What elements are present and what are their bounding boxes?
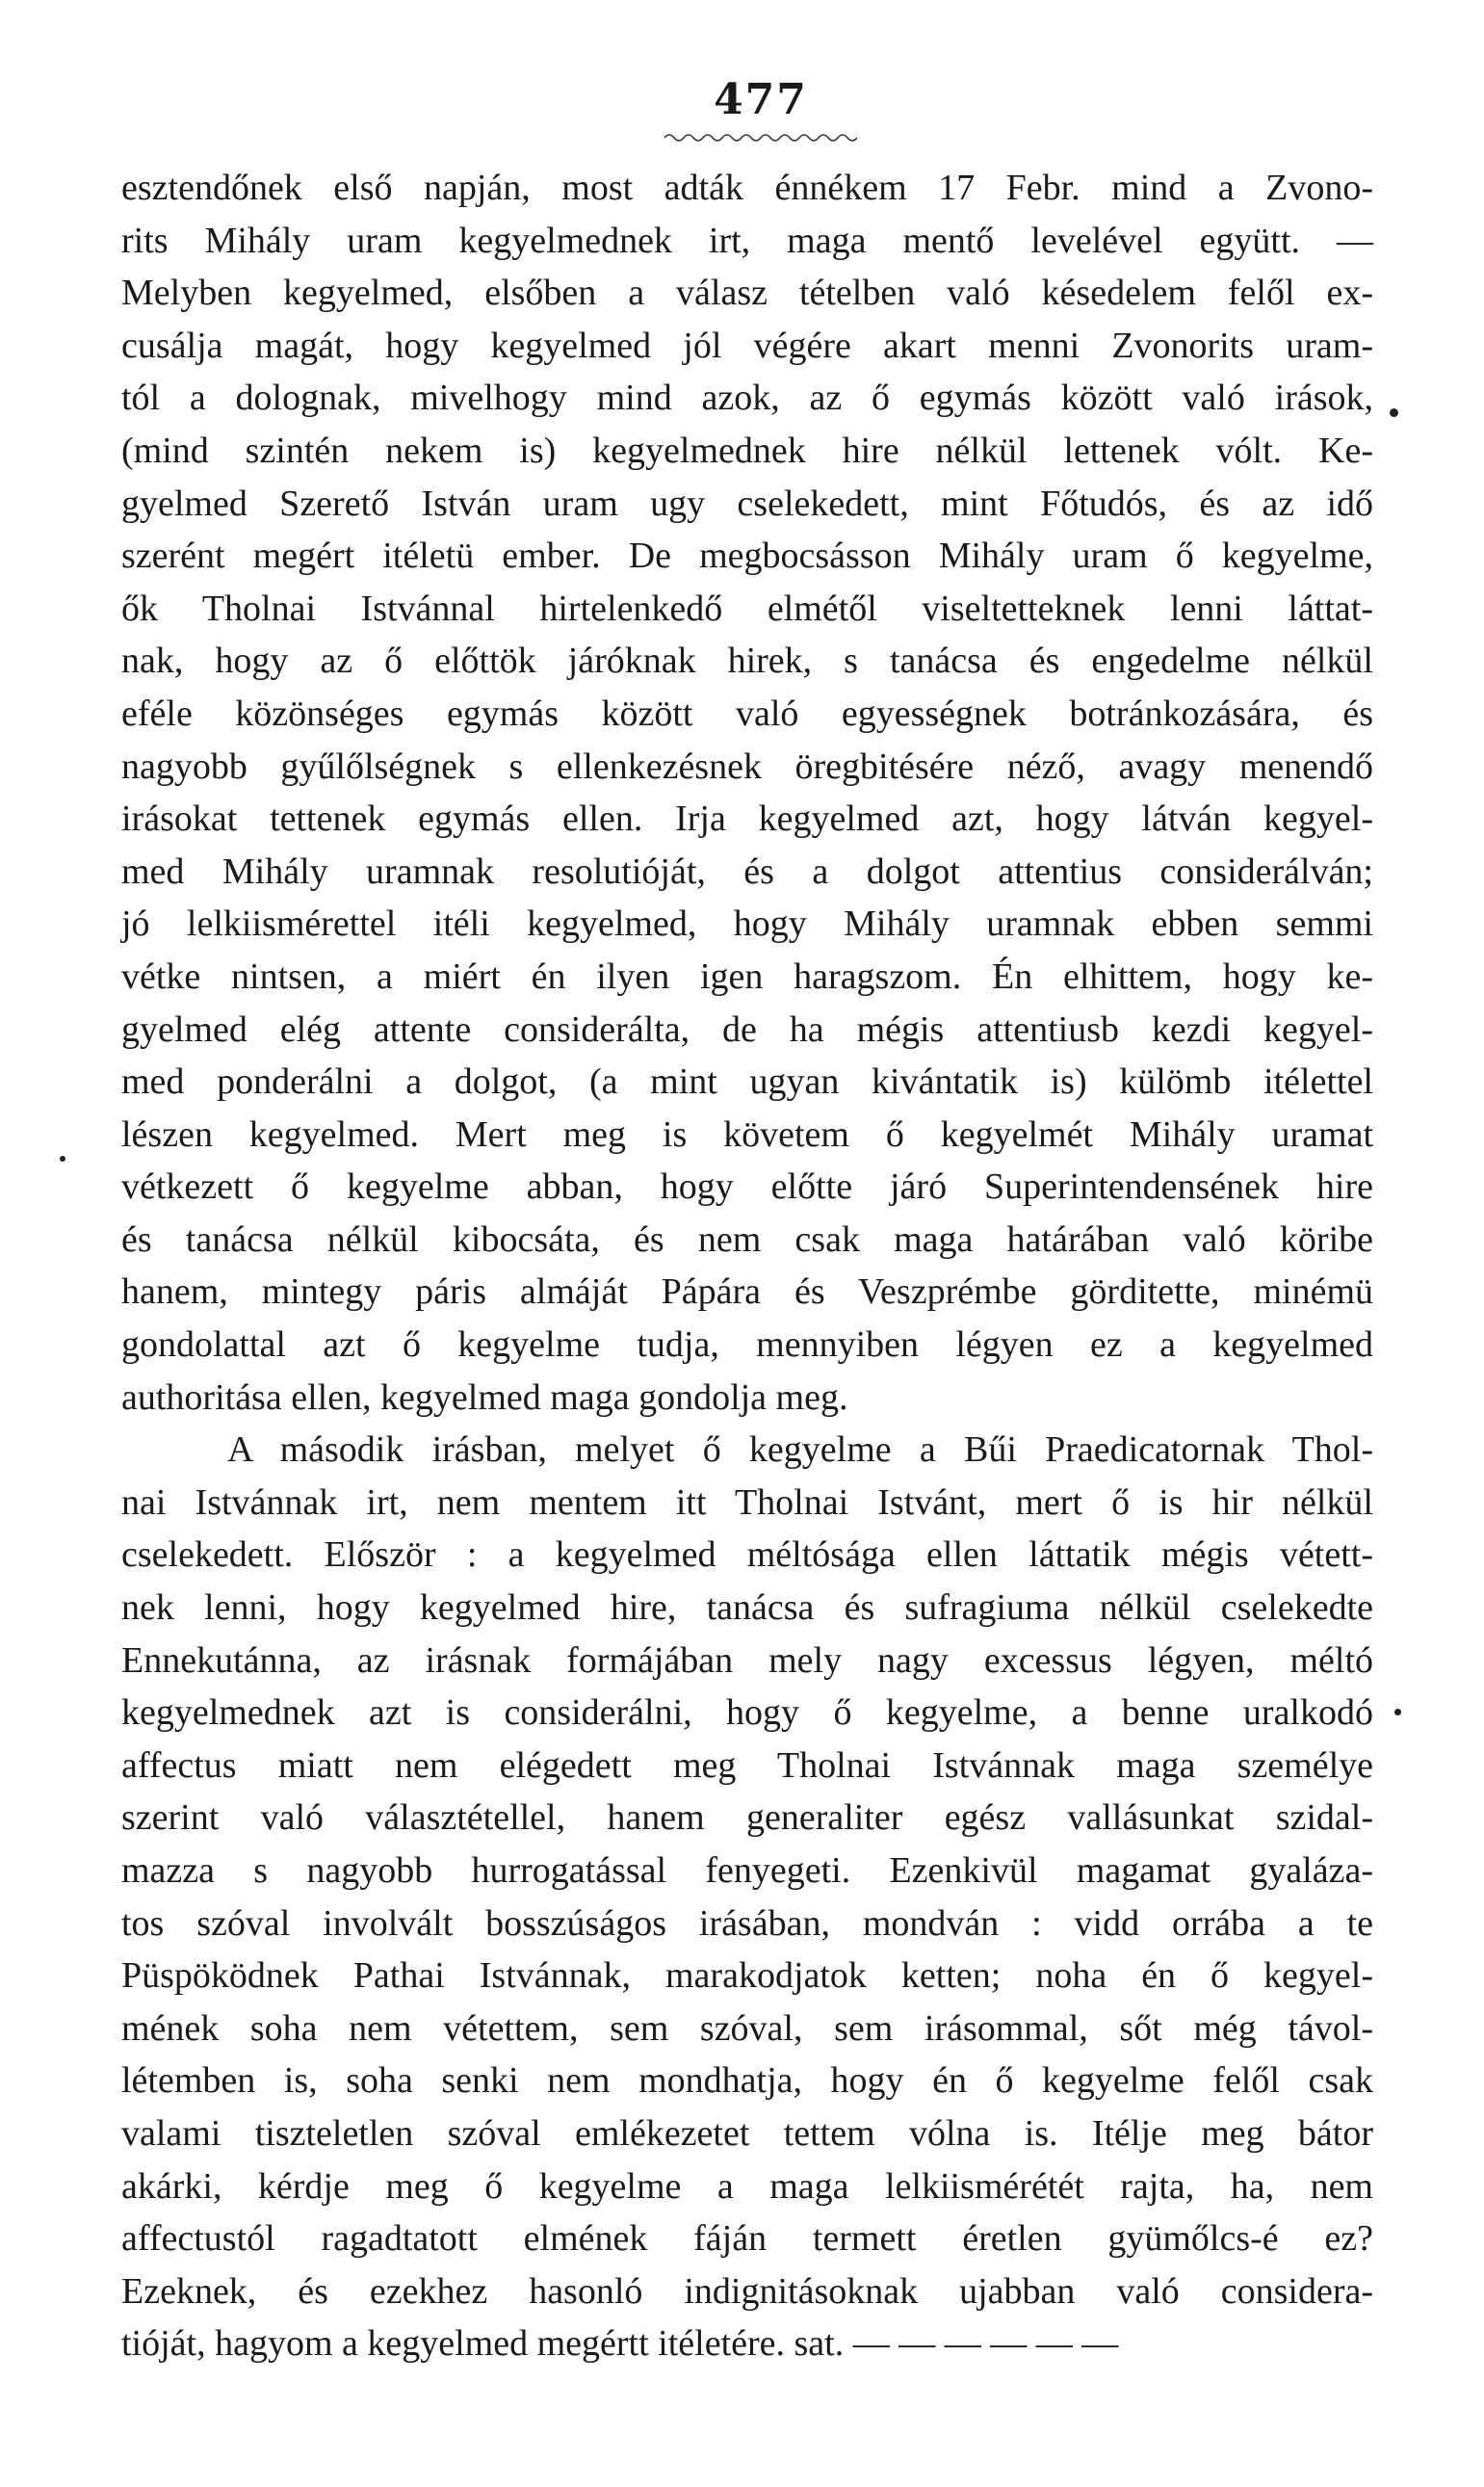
text-line: vétkezett ő kegyelme abban, hogy előtte járó Superintendensének hire	[121, 1166, 1373, 1208]
text-line: nak, hogy az ő előttök járóknak hirek, s tanácsa és engedelme nélkül	[121, 641, 1373, 682]
margin-speck	[1394, 1709, 1401, 1715]
text-line: Ennekutánna, az irásnak formájában mely nagy excessus légyen, méltó	[121, 1639, 1373, 1681]
body-text	[121, 162, 1373, 2370]
text-line: Püspöködnek Pathai Istvánnak, marakodjatok ketten; noha én ő kegyel-	[121, 1955, 1373, 1997]
text-line: (mind szintén nekem is) kegyelmednek hire nélkül lettenek vólt. Ke-	[121, 430, 1373, 471]
text-line: nagyobb gyűlőlségnek s ellenkezésnek öregbitésére néző, avagy menendő	[121, 746, 1373, 787]
text-line: Melyben kegyelmed, elsőben a válasz tételben való késedelem felől ex-	[121, 273, 1373, 314]
text-line: szerént megért itéletü ember. De megbocsásson Mihály uram ő kegyelme,	[121, 536, 1373, 577]
margin-speck	[1390, 408, 1398, 417]
text-line: szerint való választétellel, hanem generaliter egész vallásunkat szidal-	[121, 1797, 1373, 1839]
text-line: valami tiszteletlen szóval emlékezetet tettem vólna is. Itélje meg bátor	[121, 2112, 1373, 2154]
text-line: rits Mihály uram kegyelmednek irt, maga mentő levelével együtt. —	[121, 220, 1373, 261]
text-line: akárki, kérdje meg ő kegyelme a maga lelkiismérétét rajta, ha, nem	[121, 2165, 1373, 2207]
text-line: gyelmed Szerető István uram ugy cselekedett, mint Főtudós, és az idő	[121, 483, 1373, 524]
text-line: hanem, mintegy páris almáját Pápára és Veszprémbe görditette, minémü	[121, 1271, 1373, 1313]
margin-speck	[60, 1156, 65, 1162]
text-line: nek lenni, hogy kegyelmed hire, tanácsa és sufragiuma nélkül cselekedte	[121, 1587, 1373, 1629]
text-line: ők Tholnai Istvánnal hirtelenkedő elmétől viseltetteknek lenni láttat-	[121, 588, 1373, 629]
text-line: tól a dolognak, mivelhogy mind azok, az ő egymás között való irások,	[121, 378, 1373, 419]
page-number: 477	[714, 75, 808, 124]
text-line: authoritása ellen, kegyelmed maga gondolja meg.	[121, 1376, 848, 1418]
text-line: med ponderálni a dolgot, (a mint ugyan kivántatik is) külömb itélettel	[121, 1061, 1373, 1103]
text-line: A második irásban, melyet ő kegyelme a Bűi Praedicatornak Thol-	[227, 1429, 1373, 1471]
page-number-ornament	[664, 132, 857, 144]
text-line: vétke nintsen, a miért én ilyen igen haragszom. Én elhittem, hogy ke-	[121, 956, 1373, 997]
text-line: kegyelmednek azt is considerálni, hogy ő kegyelme, a benne uralkodó	[121, 1692, 1373, 1734]
text-line: cselekedett. Először : a kegyelmed méltósága ellen láttatik mégis vétett-	[121, 1534, 1373, 1576]
text-line: mének soha nem vétettem, sem szóval, sem irásommal, sőt még távol-	[121, 2007, 1373, 2049]
text-line: létemben is, soha senki nem mondhatja, hogy én ő kegyelme felől csak	[121, 2060, 1373, 2102]
paragraph-2	[121, 1424, 1373, 2370]
text-line: eféle közönséges egymás között való egyességnek botránkozására, és	[121, 693, 1373, 734]
text-line: affectus miatt nem elégedett meg Tholnai Istvánnak maga személye	[121, 1744, 1373, 1786]
text-line: nai Istvánnak irt, nem mentem itt Tholnai Istvánt, mert ő is hir nélkül	[121, 1481, 1373, 1523]
text-line: esztendőnek első napján, most adták énnékem 17 Febr. mind a Zvono-	[121, 168, 1373, 208]
text-line: Ezeknek, és ezekhez hasonló indignitásoknak ujabban való considera-	[121, 2270, 1373, 2312]
text-line: cusálja magát, hogy kegyelmed jól végére akart menni Zvonorits uram-	[121, 325, 1373, 366]
paragraph-1	[121, 162, 1373, 1424]
text-line: lészen kegyelmed. Mert meg is követem ő kegyelmét Mihály uramat	[121, 1113, 1373, 1155]
text-line: gyelmed elég attente considerálta, de ha mégis attentiusb kezdi kegyel-	[121, 1008, 1373, 1050]
text-line: és tanácsa nélkül kibocsáta, és nem csak maga határában való köribe	[121, 1218, 1373, 1260]
text-line: tióját, hagyom a kegyelmed megértt itéletére. sat. — — — — — —	[121, 2323, 1119, 2365]
text-line: jó lelkiismérettel itéli kegyelmed, hogy Mihály uramnak ebben semmi	[121, 903, 1373, 945]
text-line: tos szóval involvált bosszúságos irásában, mondván : vidd orrába a te	[121, 1902, 1373, 1944]
text-line: affectustól ragadtatott elmének fáján termett éretlen gyümőlcs-é ez?	[121, 2218, 1373, 2260]
text-line: irásokat tettenek egymás ellen. Irja kegyelmed azt, hogy látván kegyel-	[121, 798, 1373, 840]
text-line: mazza s nagyobb hurrogatással fenyegeti. Ezenkivül magamat gyaláza-	[121, 1850, 1373, 1891]
text-line: med Mihály uramnak resolutióját, és a dolgot attentius considerálván;	[121, 851, 1373, 892]
text-line: gondolattal azt ő kegyelme tudja, mennyiben légyen ez a kegyelmed	[121, 1324, 1373, 1366]
